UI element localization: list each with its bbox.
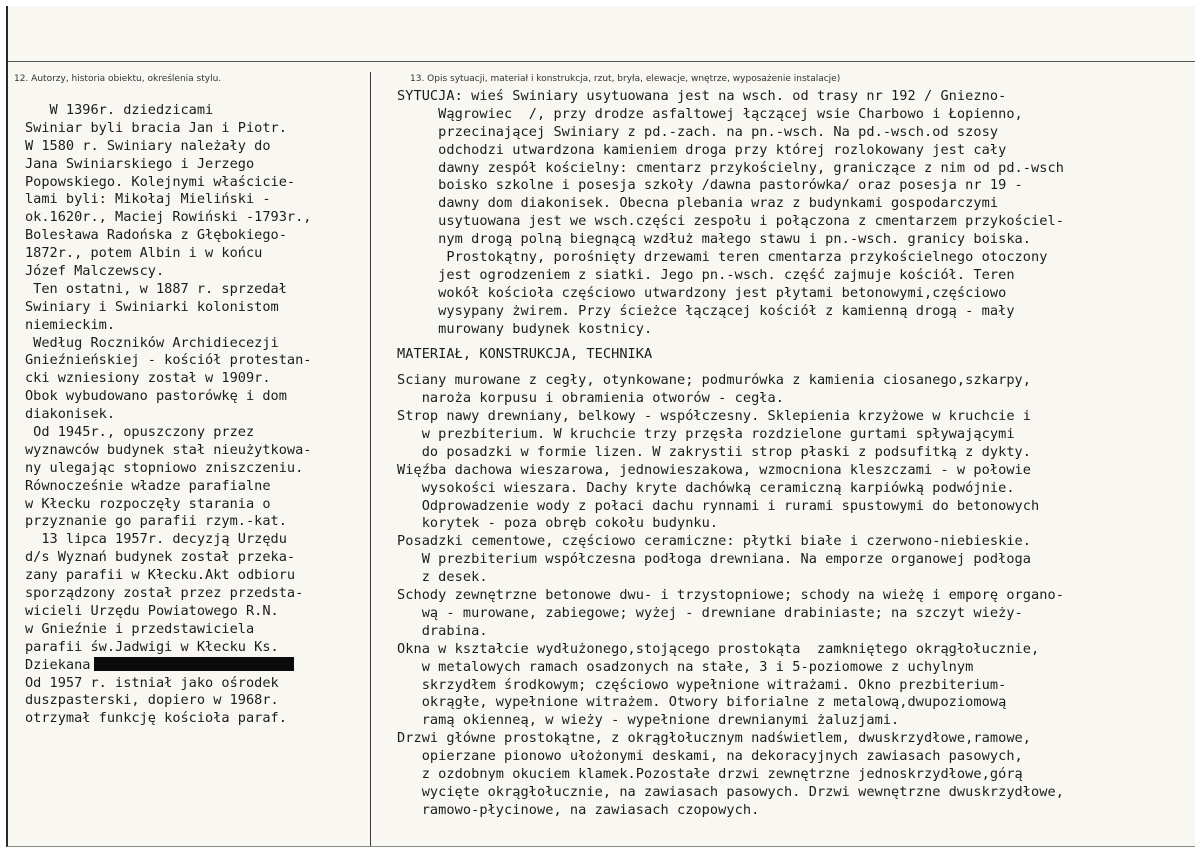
history-text-line: W 1396r. dziedzicami <box>25 102 214 118</box>
history-text-line: wicieli Urzędu Powiatowego R.N. <box>25 602 279 619</box>
history-text-line: 1872r., potem Albin i w końcu <box>25 245 263 262</box>
situation-text-line: usytuowana jest we wsch.części zespołu i połączona z cmentarzem przykościel- <box>397 213 1064 230</box>
situation-text-line: dawny zespół kościelny: cmentarz przykościelny, graniczące z nim od pd.-wsch <box>397 159 1064 176</box>
history-text-line: wyznawców budynek stał nieużytkowa- <box>25 441 312 458</box>
history-text-line: Jana Swiniarskiego i Jerzego <box>25 155 255 172</box>
material-text-line: wycięte okrągłołucznie, na zawiasach pasowych. Drzwi wewnętrzne dwuskrzydłowe, <box>397 783 1064 800</box>
section-12-header: 12. Autorzy, historia obiektu, określenia stylu. <box>14 74 222 84</box>
material-text-line: korytek - poza obręb cokołu budynku. <box>397 515 719 532</box>
header-divider <box>8 61 1195 62</box>
material-text-line: opierzane pionowo ułożonymi deskami, na dekoracyjnych zawiasach pasowych, <box>397 748 1023 765</box>
description-column <box>397 88 1192 820</box>
history-text-line: Obok wybudowano pastorówkę i dom <box>25 388 287 405</box>
material-text-line: naroża korpusu i obramienia otworów - cegła. <box>397 390 785 407</box>
history-text-line: zany parafii w Kłecku.Akt odbioru <box>25 567 296 584</box>
situation-text-line: przecinającej Swiniary z pd.-zach. na pn.-wsch. Na pd.-wsch.od szosy <box>397 123 999 140</box>
history-text-line: 13 lipca 1957r. decyzją Urzędu <box>25 531 287 548</box>
material-text-line: do posadzki w formie lizen. W zakrystii strop płaski z podsufitką z dykty. <box>397 443 1032 460</box>
history-text-line: w Kłecku rozpoczęły starania o <box>25 495 271 512</box>
situation-text-line: SYTUCJA: wieś Swiniary usytuowana jest na wsch. od trasy nr 192 / Gniezno- <box>397 88 1007 104</box>
material-text-line: Schody zewnętrzne betonowe dwu- i trzystopniowe; schody na wieżę i emporę organo- <box>397 587 1064 604</box>
material-text-line: Sciany murowane z cegły, otynkowane; podmurówka z kamienia ciosanego,szkarpy, <box>397 372 1032 389</box>
situation-text-line: wysypany żwirem. Przy ścieżce łączącej kościół z kamienną drogą - mały <box>397 302 1015 319</box>
history-text-line: Bolesława Radońska z Głębokiego- <box>25 227 287 244</box>
history-text-line: d/s Wyznań budynek został przeka- <box>25 549 296 566</box>
material-text-line: drabina. <box>397 622 488 639</box>
material-text-line: wysokości wieszara. Dachy kryte dachówką ceramiczną karpiówką podwójnie. <box>397 479 1015 496</box>
history-text-line: otrzymał funkcję kościoła paraf. <box>25 710 287 727</box>
material-text-line: z desek. <box>397 569 488 586</box>
history-text-line: cki wzniesiony został w 1909r. <box>25 370 271 387</box>
history-text-line: Równocześnie władze parafialne <box>25 477 271 494</box>
history-text-line: W 1580 r. Swiniary należały do <box>25 137 271 154</box>
material-text-line: w metalowych ramach osadzonych na stałe, 3 i 5-poziomowe z uchylnym <box>397 658 974 675</box>
history-text-line: Ten ostatni, w 1887 r. sprzedał <box>25 280 287 297</box>
history-text-line: duszpasterski, dopiero w 1968r. <box>25 692 279 709</box>
material-text-line: Posadzki cementowe, częściowo ceramiczne: płytki białe i czerwono-niebieskie. <box>397 533 1032 550</box>
history-text-line: przyznanie go parafii rzym.-kat. <box>25 513 287 530</box>
history-text-line: sporządzony został przez przedsta- <box>25 585 304 602</box>
column-divider <box>370 72 371 846</box>
history-text-line: niemieckim. <box>25 316 116 333</box>
history-text-line: parafii św.Jadwigi w Kłecku Ks. <box>25 638 279 655</box>
situation-text-line: dawny dom diakonisek. Obecna plebania wraz z budynkami gospodarczymi <box>397 195 999 212</box>
history-text-line: Swiniary i Swiniarki kolonistom <box>25 298 279 315</box>
document-sheet <box>6 6 1195 847</box>
history-text-line: Dziekana <box>25 657 370 675</box>
material-text-line: ramą okienneą, w wieży - wypełnione drewnianymi żaluzjami. <box>397 712 900 729</box>
material-text-line: Strop nawy drewniany, belkowy - współczesny. Sklepienia krzyżowe w kruchcie i <box>397 408 1032 425</box>
history-text-line: Gnieźnieńskiej - kościół protestan- <box>25 352 312 369</box>
history-text-line: Swiniar byli bracia Jan i Piotr. <box>25 119 287 136</box>
situation-text-line: jest ogrodzeniem z siatki. Jego pn.-wsch. część zajmuje kościół. Teren <box>397 266 1015 283</box>
material-heading: MATERIAŁ, KONSTRUKCJA, TECHNIKA <box>397 346 653 363</box>
material-text-line: okrągłe, wypełnione witrażem. Otwory biforialne z metalową,dwupoziomową <box>397 694 1007 711</box>
redaction-bar <box>94 657 294 671</box>
situation-text-line: wokół kościoła częściowo utwardzony jest płytami betonowymi,częściowo <box>397 284 1007 301</box>
history-text-line: Popowskiego. Kolejnymi właścicie- <box>25 173 296 190</box>
material-text-line: Okna w kształcie wydłużonego,stojącego prostokąta zamkniętego okrągłołucznie, <box>397 640 1040 657</box>
situation-section <box>397 88 1192 338</box>
material-text-line: Drzwi główne prostokątne, z okrągłołucznym nadświetlem, dwuskrzydłowe,ramowe, <box>397 730 1032 747</box>
situation-text-line: nym drogą polną biegnącą wzdłuż małego stawu i pn.-wsch. granicy boiska. <box>397 231 1032 248</box>
material-text-line: Więźba dachowa wieszarowa, jednowieszakowa, wzmocniona kleszczami - w połowie <box>397 461 1032 478</box>
material-text-line: ramowo-płycinowe, na zawiasach czopowych. <box>397 801 760 818</box>
situation-text-line: Prostokątny, porośnięty drzewami teren cmentarza przykościelnego otoczony <box>397 249 1048 266</box>
situation-text-line: Wągrowiec /, przy drodze asfaltowej łączącej wsie Charbowo i Łopienno, <box>397 105 1023 122</box>
material-text-line: skrzydłem środkowym; częściowo wypełnione witrażami. Okno prezbiterium- <box>397 676 1007 693</box>
history-column <box>25 102 370 728</box>
history-text-line: lami byli: Mikołaj Mieliński - <box>25 191 271 208</box>
history-text-line: ok.1620r., Maciej Rowiński -1793r., <box>25 209 312 226</box>
history-text-line: Józef Malczewscy. <box>25 263 165 280</box>
situation-text-line: odchodzi utwardzona kamieniem droga przy której rozlokowany jest cały <box>397 141 1007 158</box>
material-text-line: w prezbiterium. W kruchcie trzy przęsła rozdzielone gurtami spływającymi <box>397 426 1015 443</box>
material-text-line: Odprowadzenie wody z połaci dachu rynnami i rurami spustowymi do betonowych <box>397 497 1040 514</box>
material-section <box>397 372 1192 819</box>
history-text-line: Od 1945r., opuszczony przez <box>25 424 255 441</box>
history-text-line: ny ulegając stopniowo zniszczeniu. <box>25 459 304 476</box>
material-text-line: W prezbiterium współczesna podłoga drewniana. Na emporze organowej podłoga <box>397 551 1032 568</box>
situation-text-line: boisko szkolne i posesja szkoły /dawna pastorówka/ oraz posesja nr 19 - <box>397 177 1023 194</box>
material-text-line: wą - murowane, zabiegowe; wyżej - drewniane drabiniaste; na szczyt wieży- <box>397 604 1023 621</box>
history-text-line: Od 1957 r. istniał jako ośrodek <box>25 674 279 691</box>
history-text-line: w Gnieźnie i przedstawiciela <box>25 620 255 637</box>
situation-text-line: murowany budynek kostnicy. <box>397 320 653 337</box>
section-13-header: 13. Opis sytuacji, materiał i konstrukcja, rzut, bryła, elewacje, wnętrze, wyposażenie instalacje) <box>410 74 841 84</box>
history-text-line: Według Roczników Archidiecezji <box>25 334 279 351</box>
history-text-line: diakonisek. <box>25 406 116 423</box>
material-text-line: z ozdobnym okuciem klamek.Pozostałe drzwi zewnętrzne jednoskrzydłowe,górą <box>397 765 1023 782</box>
